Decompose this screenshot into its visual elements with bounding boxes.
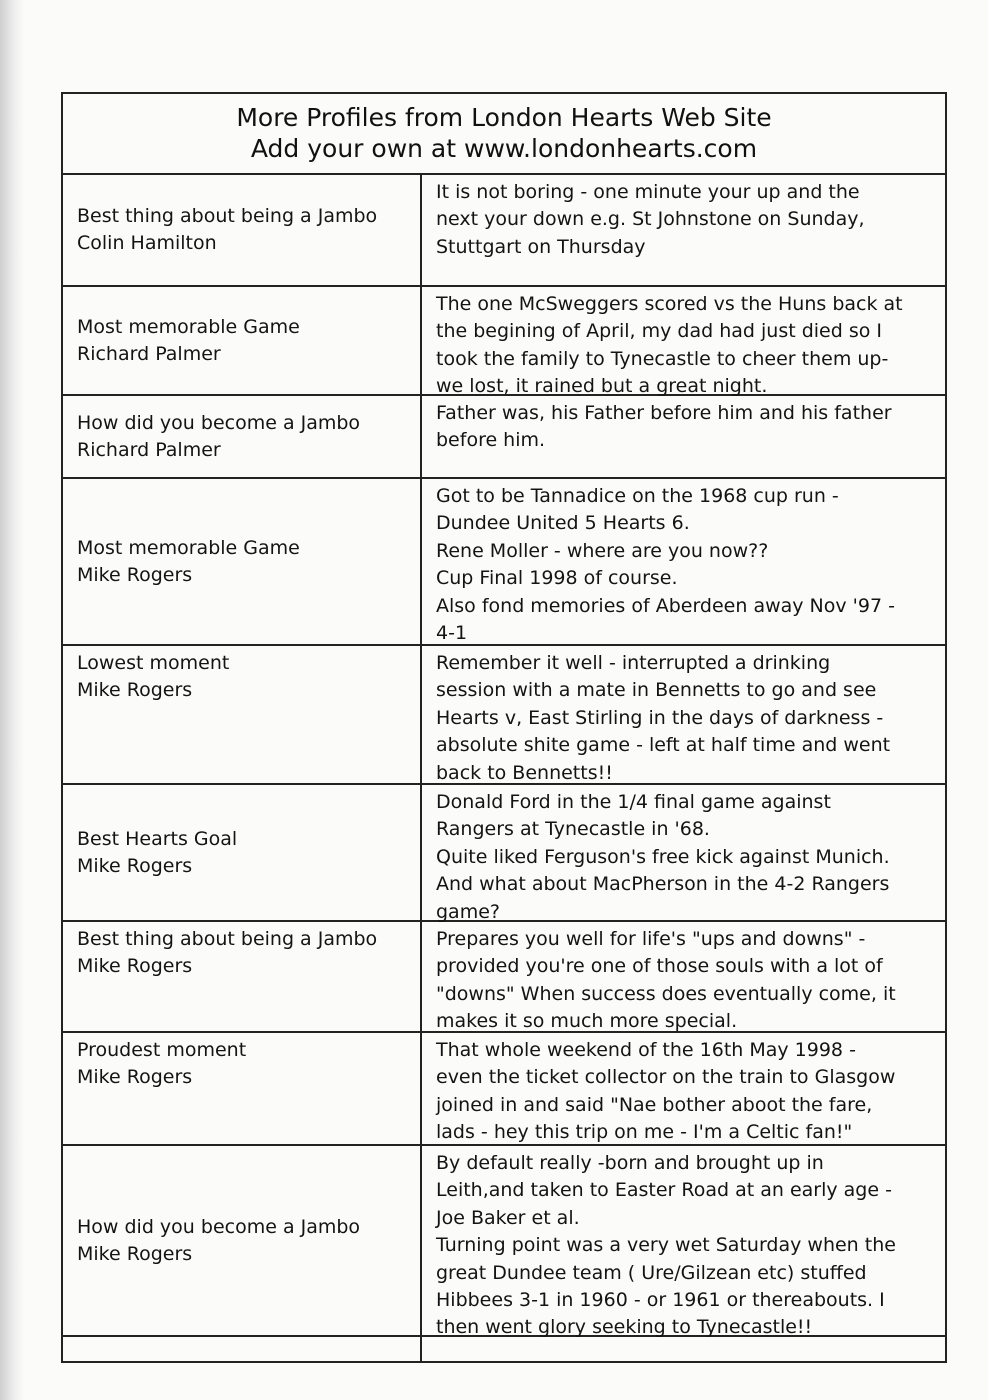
profile-label xyxy=(63,175,422,285)
profile-row xyxy=(63,396,945,479)
profile-author: Mike Rogers xyxy=(77,1242,193,1265)
profile-author: Mike Rogers xyxy=(77,679,193,701)
profile-row xyxy=(63,175,945,287)
profile-author: Richard Palmer xyxy=(77,342,221,365)
profile-question: Best thing about being a Jambo xyxy=(77,928,378,950)
profile-label xyxy=(63,922,422,1031)
profile-row xyxy=(63,646,945,785)
profile-row xyxy=(63,922,945,1033)
profile-author: Mike Rogers xyxy=(77,1066,193,1088)
profile-question: How did you become a Jambo xyxy=(77,1215,361,1238)
profile-label xyxy=(63,646,422,783)
page-subtitle: Add your own at www.londonhearts.com xyxy=(250,134,758,163)
profile-row xyxy=(63,287,945,396)
profile-question: Best Hearts Goal xyxy=(77,827,238,850)
page-binding-shadow xyxy=(0,0,24,1400)
profile-label xyxy=(63,1146,422,1335)
profile-row xyxy=(63,1146,945,1337)
profile-answer: The one McSweggers scored vs the Huns back at the begining of April, my dad had just died so I took the family to Tynecastle to cheer them up- we lost, it rained but a great night. xyxy=(436,293,903,398)
profile-answer: Prepares you well for life's "ups and downs" - provided you're one of those souls with a lot of "downs" When success does eventually come, it makes it so much more special. xyxy=(436,928,896,1033)
profile-label xyxy=(63,396,422,477)
page-title: More Profiles from London Hearts Web Site xyxy=(236,103,772,132)
profile-answer: It is not boring - one minute your up and the next your down e.g. St Johnstone on Sunday, Stuttgart on Thursday xyxy=(436,181,865,258)
profile-author: Richard Palmer xyxy=(77,438,221,461)
profiles-table xyxy=(61,92,947,1363)
profile-question: Most memorable Game xyxy=(77,315,300,338)
table-header xyxy=(63,94,945,175)
empty-label-cell xyxy=(63,1337,422,1361)
profile-question: Best thing about being a Jambo xyxy=(77,205,378,227)
profile-row xyxy=(63,479,945,646)
profile-answer: That whole weekend of the 16th May 1998 - even the ticket collector on the train to Glasgow joined in and said "Nae bother aboot the fare, lads - hey this trip on me - I'm a Celtic fan!" xyxy=(436,1039,896,1144)
profile-author: Mike Rogers xyxy=(77,955,193,977)
profile-author: Mike Rogers xyxy=(77,563,193,586)
profile-row xyxy=(63,1033,945,1146)
profile-answer: Father was, his Father before him and his father before him. xyxy=(436,402,892,452)
profile-answer: By default really -born and brought up in Leith,and taken to Easter Road at an early age - Joe Baker et al. Turning point was a very wet Saturday when the great Dundee team ( Ure/Gilzean etc) stuffed Hibbees 3-1 in 1960 - or 1961 or thereabouts. I then went glory seeking to Tynecastle!! xyxy=(436,1152,896,1339)
profile-question: How did you become a Jambo xyxy=(77,411,361,434)
profile-author: Colin Hamilton xyxy=(77,232,217,254)
profile-answer: Got to be Tannadice on the 1968 cup run - Dundee United 5 Hearts 6. Rene Moller - where are you now?? Cup Final 1998 of course. Also fond memories of Aberdeen away Nov '97 - 4-1 xyxy=(436,485,895,645)
profile-label xyxy=(63,785,422,920)
profile-author: Mike Rogers xyxy=(77,854,193,877)
profile-answer: Donald Ford in the 1/4 final game against Rangers at Tynecastle in '68. Quite liked Ferguson's free kick against Munich. And what about MacPherson in the 4-2 Rangers game? xyxy=(436,791,890,923)
profile-question: Most memorable Game xyxy=(77,536,300,559)
empty-answer-cell xyxy=(422,1337,945,1361)
profile-answer: Remember it well - interrupted a drinking session with a mate in Bennetts to go and see Hearts v, East Stirling in the days of darkness - absolute shite game - left at half time and went back to Bennetts!! xyxy=(436,652,891,784)
empty-row xyxy=(63,1337,945,1361)
profile-question: Lowest moment xyxy=(77,652,230,674)
profile-row xyxy=(63,785,945,922)
profile-question: Proudest moment xyxy=(77,1039,247,1061)
profile-label xyxy=(63,1033,422,1144)
profile-label xyxy=(63,479,422,644)
profile-label xyxy=(63,287,422,394)
